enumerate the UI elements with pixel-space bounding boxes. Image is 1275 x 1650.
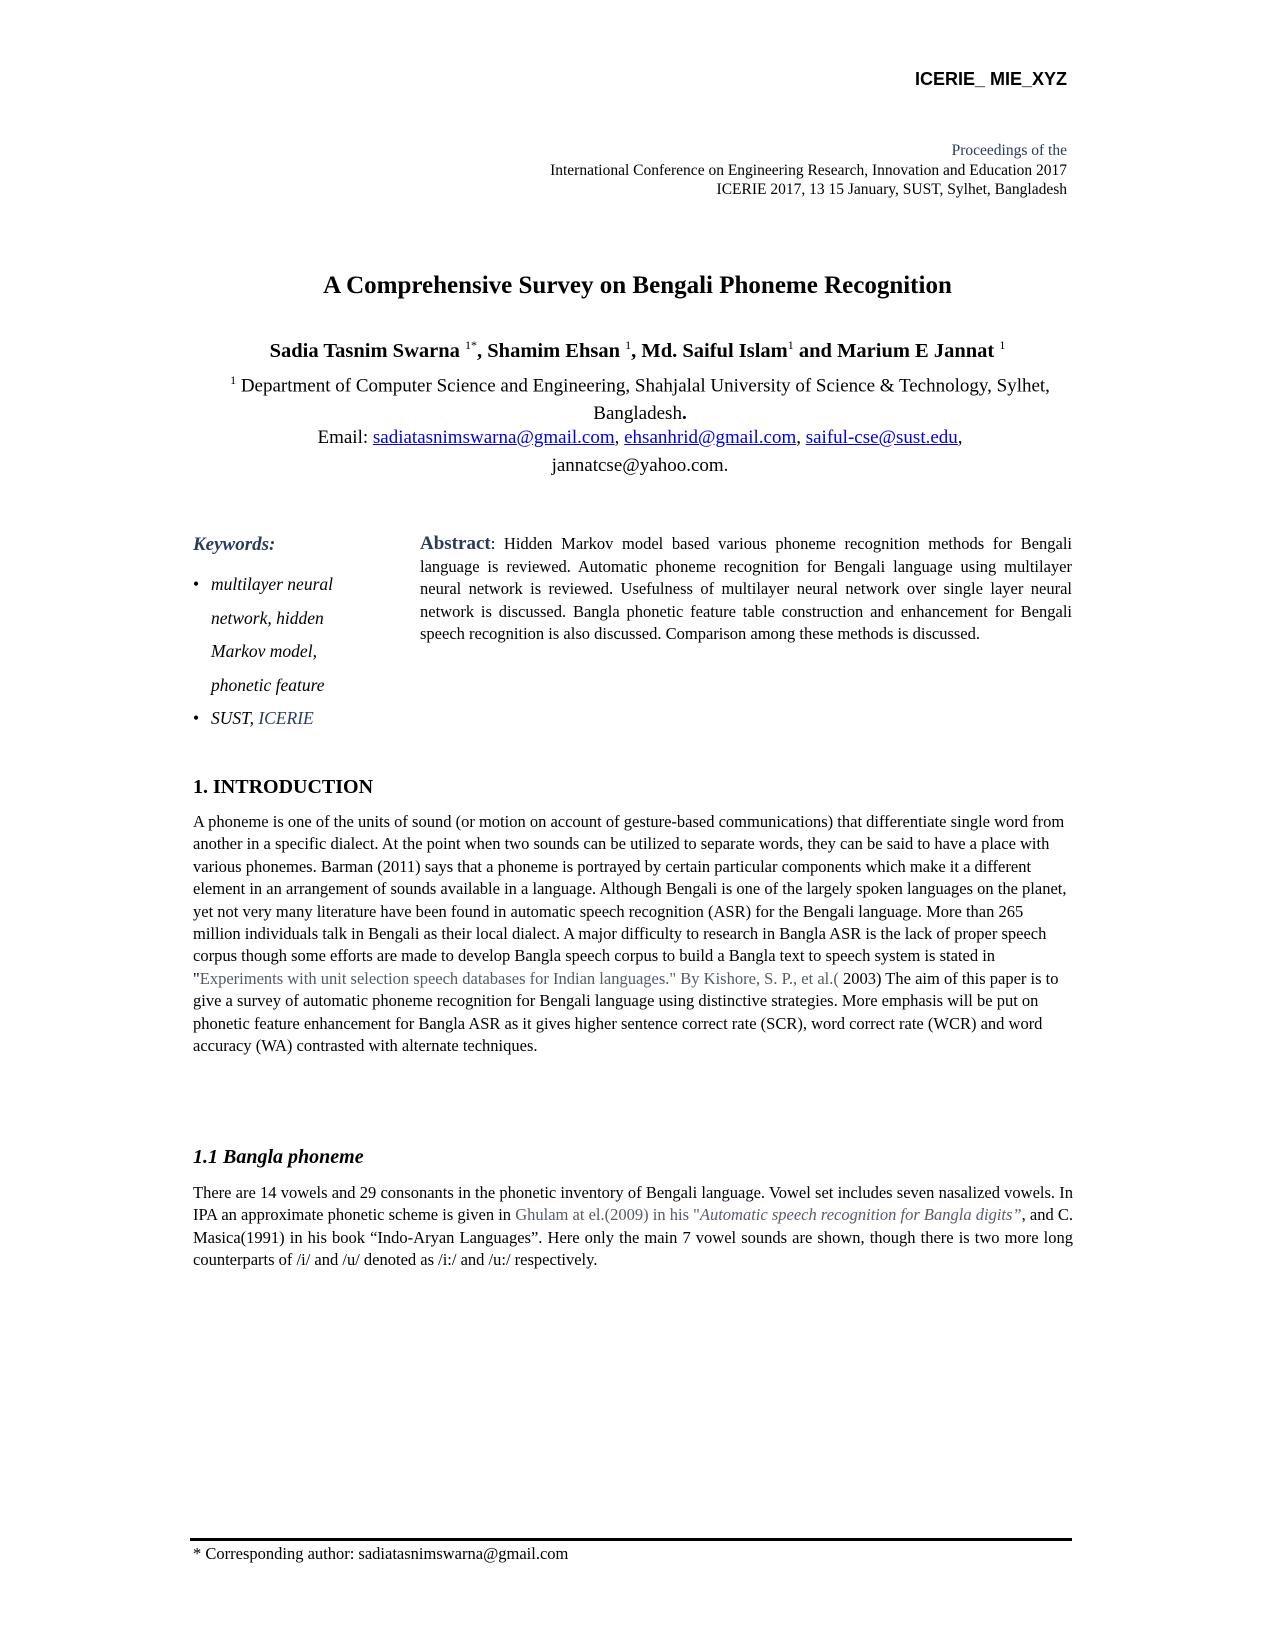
abstract-label: Abstract xyxy=(420,533,491,554)
intro-text-2: 2003) The aim of this paper is to give a survey of automatic phoneme recognition for Bengali language using distinctive strategies. More emphasis will be put on phonetic feature enhancement for Bangla ASR as it gives higher sentence correct rate (SCR), word correct rate (WCR) and word accuracy (WA) contrasted with alternate techniques. xyxy=(193,968,1059,1056)
phoneme-citation: Ghulam at el.(2009) in his " xyxy=(515,1205,700,1225)
author-4-affil: 1 xyxy=(999,338,1006,352)
phoneme-text-2: , and C. Masica(1991) in his book “Indo-Aryan Languages”. Here only the main 7 vowel sounds are shown, though there is two more long counterparts of /i/ and /u/ denoted as /i:/ and /u:/ respectively. xyxy=(193,1205,1073,1270)
intro-citation-title: Experiments with unit selection speech databases for Indian languages xyxy=(199,968,666,988)
proceedings-line-1: Proceedings of the xyxy=(951,142,1067,159)
abstract-text: : Hidden Markov model based various phoneme recognition methods for Bengali language is reviewed. Automatic phoneme recognition for Bengali language using multilayer neural network is reviewed. Usefulness of multilayer neural network over single layer neural network is discussed. Bangla phonetic feature table construction and enhancement for Bengali speech recognition is also discussed. Comparison among these methods is discussed. xyxy=(420,534,1072,643)
phoneme-citation-title: Automatic speech recognition for Bangla digits” xyxy=(699,1205,1022,1225)
affiliation xyxy=(190,366,1090,428)
author-3-affil: 1 xyxy=(787,338,794,352)
email-link-ehsan[interactable]: ehsanhrid@gmail.com xyxy=(624,427,797,448)
keyword-text: multilayer neural network, hidden Markov model, phonetic feature xyxy=(211,574,333,695)
affiliation-text: Department of Computer Science and Engineering, Shahjalal University of Science & Technology, Sylhet, Bangladesh xyxy=(240,375,1050,425)
introduction-paragraph xyxy=(193,811,1073,1057)
author-joiner: and xyxy=(793,339,838,362)
author-2: Shamim Ehsan xyxy=(487,339,620,362)
keyword-item xyxy=(193,568,373,702)
email-link-saiful[interactable]: saiful-cse@sust.edu xyxy=(805,427,958,448)
affiliation-period: . xyxy=(681,403,687,425)
section-heading-bangla-phoneme: 1.1 Bangla phoneme xyxy=(193,1146,364,1168)
proceedings-line-3: ICERIE 2017, 13 15 January, SUST, Sylhet, Bangladesh xyxy=(716,181,1067,198)
intro-text-1: A phoneme is one of the units of sound (or motion on account of gesture-based communications) that differentiate single word from another in a specific dialect. At the point when two sounds can be utilized to separate words, they can be said to have a place with various phonemes. Barman (2011) says that a phoneme is portrayed by certain particular components which make it a different element in an arrangement of sounds available in a language. Although Bengali is one of the largely spoken languages on the planet, yet not very many literature have been found in automatic speech recognition (ASR) for the Bengali language. More than 265 million individuals talk in Bengali as their local dialect. A major difficulty to research in Bangla ASR is the lack of proper speech corpus though some efforts are made to develop Bangla speech corpus to build a Bangla text to speech system is stated in " xyxy=(193,812,1067,988)
affiliation-marker: 1 xyxy=(230,373,237,387)
proceedings-block xyxy=(550,141,1067,200)
abstract xyxy=(420,533,1072,646)
author-list: Sadia Tasnim Swarna $^{1*}$, Shamim Ehsan $^1$, Md. Saiful Islam$^1$ and Marium E Jannat $^1$ xyxy=(269,338,1006,362)
footnote: * Corresponding author: sadiatasnimswarna@gmail.com xyxy=(193,1544,569,1563)
author-4: Marium E Jannat xyxy=(837,339,995,362)
author-2-affil: 1 xyxy=(625,338,632,352)
email-link-swarna[interactable]: sadiatasnimswarna@gmail.com xyxy=(372,427,615,448)
footnote-rule xyxy=(190,1538,1072,1541)
paper-title: A Comprehensive Survey on Bengali Phoneme Recognition xyxy=(323,272,952,299)
email-label: Email: xyxy=(317,427,373,448)
keyword-text-icerie: ICERIE xyxy=(258,708,314,728)
section-heading-introduction: 1. INTRODUCTION xyxy=(193,776,374,798)
email-jannat: jannatcse@yahoo.com. xyxy=(551,455,729,476)
bangla-phoneme-paragraph xyxy=(193,1182,1073,1272)
author-3: Md. Saiful Islam xyxy=(641,339,788,362)
bullet-icon: • xyxy=(193,574,200,594)
phoneme-text-1: There are 14 vowels and 29 consonants in the phonetic inventory of Bengali language. Vowel set includes seven nasalized vowels. In IPA an approximate phonetic scheme is given in xyxy=(193,1183,1073,1225)
bullet-icon: • xyxy=(193,708,200,728)
author-1: Sadia Tasnim Swarna xyxy=(269,339,460,362)
keyword-item xyxy=(193,702,373,736)
paper-id: ICERIE_ MIE_XYZ xyxy=(914,69,1067,89)
keywords-title: Keywords: xyxy=(193,534,276,555)
email-line: Email: sadiatasnimswarna@gmail.com, ehsanhrid@gmail.com, saiful-cse@sust.edu, jannatcse@yahoo.com. xyxy=(317,427,963,476)
keywords-list xyxy=(193,568,373,736)
proceedings-line-2: International Conference on Engineering Research, Innovation and Education 2017 xyxy=(550,161,1067,179)
keyword-text: SUST, xyxy=(211,708,259,728)
author-1-affil: 1* xyxy=(465,338,478,352)
intro-citation-author: ." By Kishore, S. P., et al.( xyxy=(665,968,839,988)
